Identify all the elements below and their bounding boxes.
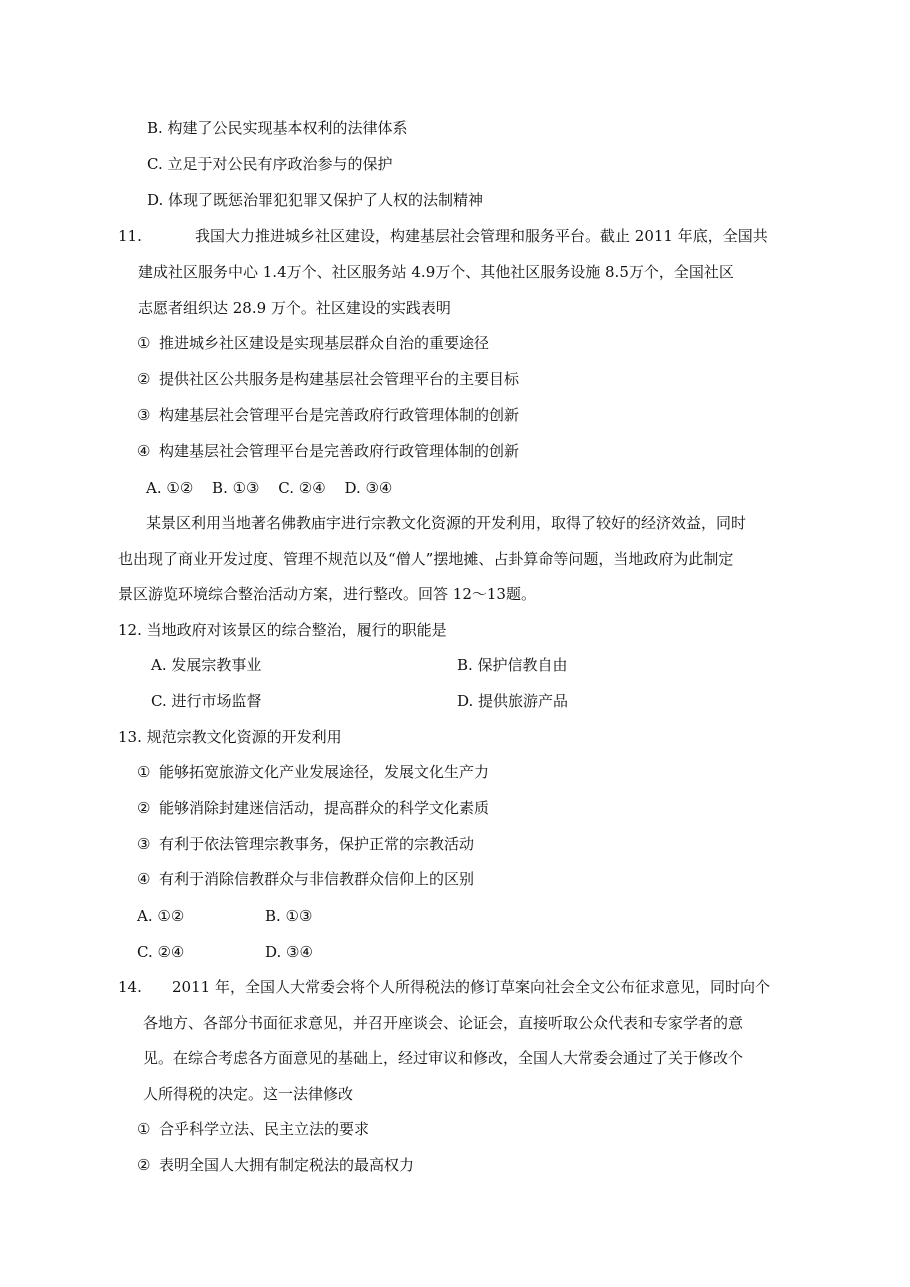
passage-line3: 景区游览环境综合整治活动方案，进行整改。回答 12～13题。 <box>118 585 536 603</box>
q11-choice-b: B. ①③ <box>212 479 260 497</box>
item-text: 合乎科学立法、民主立法的要求 <box>159 1120 370 1138</box>
item-mark: ③ <box>137 835 151 853</box>
q10-option-d: D. 体现了既惩治罪犯犯罪又保护了人权的法制精神 <box>147 191 484 209</box>
q11-stem-line2: 建成社区服务中心 1.4万个、社区服务站 4.9万个、其他社区服务设施 8.5万个，全国社区 <box>138 263 734 281</box>
q13-item-1 <box>137 762 489 782</box>
q11-item-4 <box>137 441 519 461</box>
q13-item-2 <box>137 798 489 818</box>
passage-line2: 也出现了商业开发过度、管理不规范以及“僧人”摆地摊、占卦算命等问题，当地政府为此制定 <box>118 550 734 568</box>
item-mark: ② <box>137 799 151 817</box>
item-text: 能够消除封建迷信活动，提高群众的科学文化素质 <box>159 799 490 817</box>
item-text: 能够拓宽旅游文化产业发展途径，发展文化生产力 <box>159 763 490 781</box>
item-mark: ① <box>137 1120 151 1138</box>
q14-number: 14. <box>118 978 142 996</box>
item-text: 有利于依法管理宗教事务，保护正常的宗教活动 <box>159 835 475 853</box>
q14-item-2 <box>137 1155 414 1175</box>
item-text: 构建基层社会管理平台是完善政府行政管理体制的创新 <box>159 442 520 460</box>
q13-option-d: D. ③④ <box>265 943 313 961</box>
q13-option-c: C. ②④ <box>137 943 185 961</box>
item-mark: ② <box>137 1156 151 1174</box>
q13-option-a: A. ①② <box>137 907 185 925</box>
q11-stem-line3: 志愿者组织达 28.9 万个。社区建设的实践表明 <box>138 299 451 317</box>
q12-option-d: D. 提供旅游产品 <box>457 692 569 710</box>
q10-option-c: C. 立足于对公民有序政治参与的保护 <box>147 155 393 173</box>
q12-stem: 12. 当地政府对该景区的综合整治，履行的职能是 <box>118 621 447 639</box>
q13-stem: 13. 规范宗教文化资源的开发利用 <box>118 728 342 746</box>
q14-stem-line3: 见。在综合考虑各方面意见的基础上，经过审议和修改，全国人大常委会通过了关于修改个 <box>143 1049 744 1067</box>
q11-item-3 <box>137 405 519 425</box>
item-mark: ④ <box>137 870 151 888</box>
q11-item-2 <box>137 369 519 389</box>
q10-option-b: B. 构建了公民实现基本权利的法律体系 <box>147 119 408 137</box>
q11-choice-a: A. ①② <box>146 479 194 497</box>
item-text: 表明全国人大拥有制定税法的最高权力 <box>159 1156 415 1174</box>
q12-option-b: B. 保护信教自由 <box>457 656 568 674</box>
q14-stem-line4: 人所得税的决定。这一法律修改 <box>143 1085 354 1103</box>
q11-stem-line1: 我国大力推进城乡社区建设，构建基层社会管理和服务平台。截止 2011 年底，全国共 <box>195 227 768 245</box>
q13-item-4 <box>137 869 474 889</box>
q11-item-1 <box>137 333 489 353</box>
q14-stem-line2: 各地方、各部分书面征求意见，并召开座谈会、论证会，直接听取公众代表和专家学者的意 <box>143 1014 744 1032</box>
item-mark: ① <box>137 334 151 352</box>
q11-number: 11. <box>118 227 142 245</box>
q14-stem-line1: 2011 年，全国人大常委会将个人所得税法的修订草案向社会全文公布征求意见，同时向个 <box>172 978 770 996</box>
q14-item-1 <box>137 1119 369 1139</box>
item-text: 有利于消除信教群众与非信教群众信仰上的区别 <box>159 870 475 888</box>
q13-item-3 <box>137 834 474 854</box>
q11-choice-c: C. ②④ <box>278 479 326 497</box>
item-text: 提供社区公共服务是构建基层社会管理平台的主要目标 <box>159 370 520 388</box>
q12-option-c: C. 进行市场监督 <box>151 692 262 710</box>
q13-option-b: B. ①③ <box>265 907 313 925</box>
item-text: 构建基层社会管理平台是完善政府行政管理体制的创新 <box>159 406 520 424</box>
item-mark: ④ <box>137 442 151 460</box>
item-mark: ③ <box>137 406 151 424</box>
item-text: 推进城乡社区建设是实现基层群众自治的重要途径 <box>159 334 490 352</box>
item-mark: ② <box>137 370 151 388</box>
item-mark: ① <box>137 763 151 781</box>
passage-line1: 某景区利用当地著名佛教庙宇进行宗教文化资源的开发利用，取得了较好的经济效益，同时 <box>146 514 747 532</box>
q12-option-a: A. 发展宗教事业 <box>151 656 262 674</box>
q11-choice-d: D. ③④ <box>344 479 393 497</box>
q11-choices <box>146 478 406 498</box>
